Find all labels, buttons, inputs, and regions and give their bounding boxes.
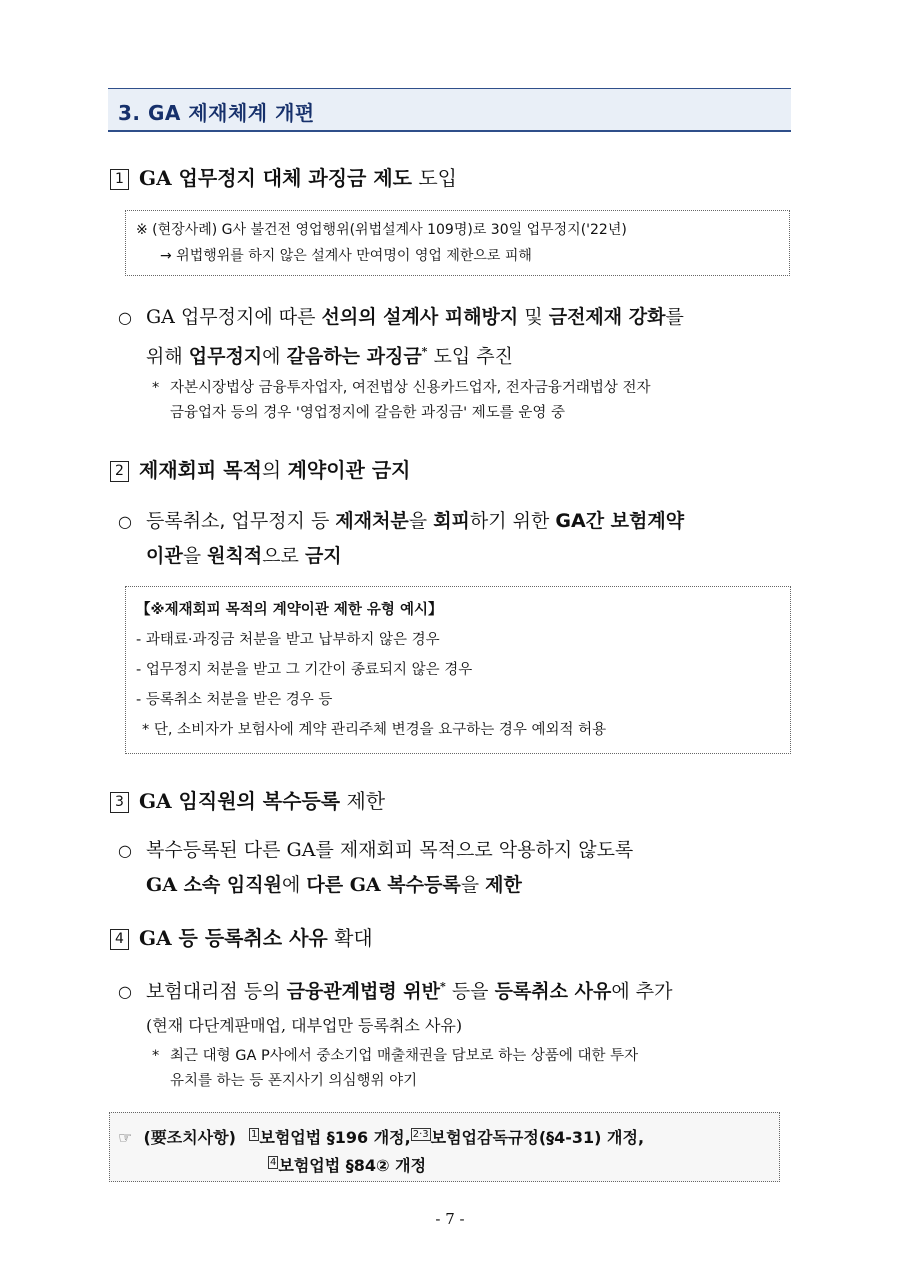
- item2-example-note: * 단, 소비자가 보험사에 계약 관리주체 변경을 요구하는 경우 예외적 허용: [142, 722, 607, 738]
- item4-note: * 최근 대형 GA P사에서 중소기업 매출채권을 담보로 하는 상품에 대한 투자 유치를 하는 등 폰지사기 의심행위 야기: [152, 1048, 639, 1089]
- item4-bullet: ○ 보험대리점 등의 금융관계법령 위반* 등을 등록취소 사유에 추가 (현재 다단계판매업, 대부업만 등록취소 사유): [118, 980, 673, 1036]
- item1-bullet: ○ GA 업무정지에 따른 선의의 설계사 피해방지 및 금전제재 강화를 위해 업무정지에 갈음하는 과징금* 도입 추진: [118, 306, 684, 368]
- item1-heading: [110, 164, 457, 192]
- item2-example-box: [125, 586, 791, 754]
- item1-title-rest: 도입: [411, 166, 457, 190]
- item4-heading: 4 GA 등 등록취소 사유 확대: [110, 924, 373, 952]
- item1-note: * 자본시장법상 금융투자업자, 여전법상 신용카드업자, 전자금융거래법상 전자 금융업자 등의 경우 '영업정지에 갈음한 과징금' 제도를 운영 중: [152, 380, 651, 421]
- item2-number: 2: [110, 461, 129, 482]
- pointer-icon: ☞: [118, 1128, 133, 1147]
- item3-number: 3: [110, 792, 129, 813]
- action-required-box: ☞ (要조치사항) $^1$ 보험업법 §196 개정, $^{2\cdot 3}$ 보험업감독규정(§4-31) 개정, $^4$ 보험업법 §84② 개정: [109, 1112, 780, 1182]
- item2-heading: 2 제재회피 목적의 계약이관 금지: [110, 456, 410, 484]
- item2-example-item: - 과태료·과징금 처분을 받고 납부하지 않은 경우: [136, 632, 440, 648]
- item3-heading: 3 GA 임직원의 복수등록 제한: [110, 787, 385, 815]
- item2-example-item: - 등록취소 처분을 받은 경우 등: [136, 692, 333, 708]
- item1-number: 1: [110, 169, 129, 190]
- page-number: - 7 -: [435, 1210, 465, 1228]
- item3-bullet: ○ 복수등록된 다른 GA를 제재회피 목적으로 악용하지 않도록 GA 소속 임직원에 다른 GA 복수등록을 제한: [118, 839, 634, 896]
- item2-bullet: ○ 등록취소, 업무정지 등 제재처분을 회피하기 위한 GA간 보험계약 이관을 원칙적으로 금지: [118, 510, 685, 567]
- item2-example-title: 【※제재회피 목적의 계약이관 제한 유형 예시】: [136, 602, 443, 618]
- section-header: [108, 88, 791, 132]
- section-title: 3. GA 제재체계 개편: [118, 101, 315, 125]
- item1-title-bold: GA 업무정지 대체 과징금 제도: [139, 166, 412, 190]
- item1-case-line2: → 위법행위를 하지 않은 설계사 만여명이 영업 제한으로 피해: [160, 248, 532, 264]
- item2-example-item: - 업무정지 처분을 받고 그 기간이 종료되지 않은 경우: [136, 662, 473, 678]
- action-label: (要조치사항): [143, 1128, 236, 1147]
- item1-case-line1: ※ (현장사례) G사 불건전 영업행위(위법설계사 109명)로 30일 업무정지('22년): [136, 222, 627, 238]
- item1-case-box: [125, 210, 790, 276]
- item4-number: 4: [110, 929, 129, 950]
